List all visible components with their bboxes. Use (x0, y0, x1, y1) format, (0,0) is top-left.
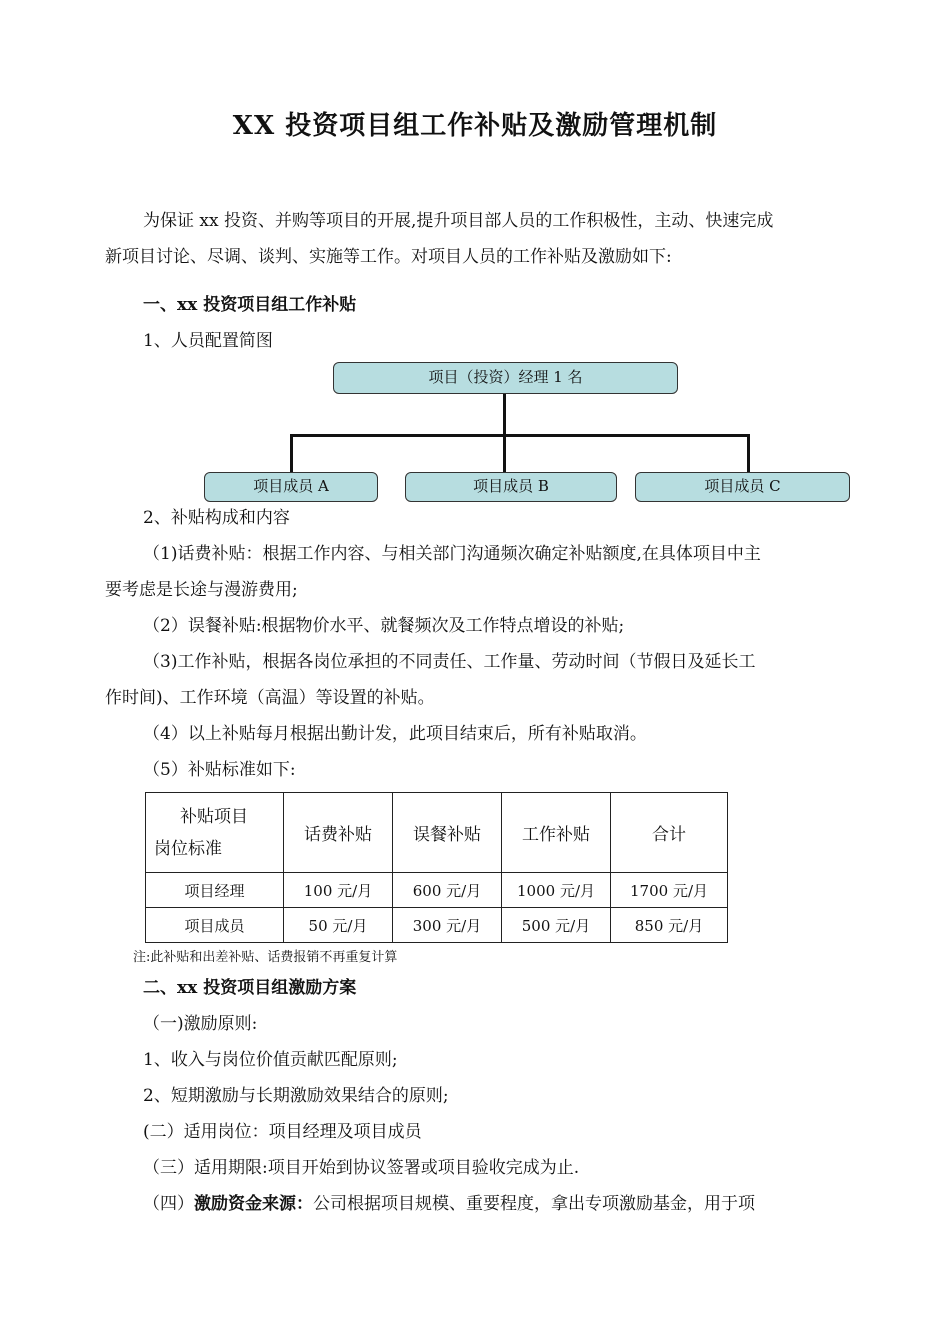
table-cell: 50 元/月 (284, 908, 393, 943)
fund-source-text: 公司根据项目规模、重要程度，拿出专项激励基金，用于项 (313, 1194, 755, 1214)
org-connector-horizontal (290, 434, 750, 437)
table-cell: 600 元/月 (393, 873, 502, 908)
applicable-period: （三）适用期限:项目开始到协议签署或项目验收完成为止. (143, 1158, 580, 1178)
table-header-position-standard: 岗位标准 (154, 838, 222, 859)
table-cell: 850 元/月 (611, 908, 728, 943)
org-connector-a (290, 434, 293, 474)
applicable-positions: (二）适用岗位：项目经理及项目成员 (143, 1122, 422, 1142)
fund-source-label: 激励资金来源： (194, 1194, 313, 1214)
incentive-principle-heading: （一)激励原则: (143, 1014, 258, 1034)
item4: （4）以上补贴每月根据出勤计发，此项目结束后，所有补贴取消。 (143, 724, 647, 744)
intro-line-2: 新项目讨论、尽调、谈判、实施等工作。对项目人员的工作补贴及激励如下: (105, 247, 672, 267)
table-row (146, 908, 728, 943)
org-member-b-box: 项目成员 B (405, 472, 617, 502)
subsidy-table (145, 792, 728, 943)
org-chart-caption: 1、人员配置简图 (143, 331, 273, 351)
intro-line-1: 为保证 xx 投资、并购等项目的开展,提升项目部人员的工作积极性，主动、快速完成 (143, 211, 774, 231)
org-connector-b (503, 434, 506, 474)
principle-2: 2、短期激励与长期激励效果结合的原则; (143, 1086, 449, 1106)
section1-heading: 一、xx 投资项目组工作补贴 (143, 295, 357, 315)
table-column-header: 合计 (611, 793, 728, 873)
table-column-header: 话费补贴 (284, 793, 393, 873)
item1-line-2: 要考虑是长途与漫游费用; (105, 580, 298, 600)
table-header-subsidy-item: 补贴项目 (180, 806, 248, 827)
table-cell: 300 元/月 (393, 908, 502, 943)
table-header-row (146, 793, 728, 873)
table-column-header: 工作补贴 (502, 793, 611, 873)
table-note: 注:此补贴和出差补贴、话费报销不再重复计算 (133, 950, 398, 965)
org-connector-vertical (503, 394, 506, 436)
table-corner-header (146, 793, 284, 873)
table-row-label: 项目经理 (146, 873, 284, 908)
table-cell: 500 元/月 (502, 908, 611, 943)
item1-line-1: （1)话费补贴：根据工作内容、与相关部门沟通频次确定补贴额度,在具体项目中主 (143, 544, 761, 564)
org-connector-c (747, 434, 750, 474)
page-title: XX 投资项目组工作补贴及激励管理机制 (232, 111, 718, 141)
fund-source-prefix: （四） (143, 1194, 194, 1214)
table-cell: 1700 元/月 (611, 873, 728, 908)
item3-line-1: （3)工作补贴，根据各岗位承担的不同责任、工作量、劳动时间（节假日及延长工 (143, 652, 756, 672)
subsidy-composition-heading: 2、补贴构成和内容 (143, 508, 290, 528)
table-cell: 100 元/月 (284, 873, 393, 908)
table-row-label: 项目成员 (146, 908, 284, 943)
table-row (146, 873, 728, 908)
org-member-c-box: 项目成员 C (635, 472, 850, 502)
principle-1: 1、收入与岗位价值贡献匹配原则; (143, 1050, 398, 1070)
org-manager-box: 项目（投资）经理 1 名 (333, 362, 678, 394)
fund-source-paragraph (143, 1186, 755, 1222)
item2: （2）误餐补贴:根据物价水平、就餐频次及工作特点增设的补贴; (143, 616, 625, 636)
table-cell: 1000 元/月 (502, 873, 611, 908)
section2-heading: 二、xx 投资项目组激励方案 (143, 978, 357, 998)
item3-line-2: 作时间)、工作环境（高温）等设置的补贴。 (105, 688, 435, 708)
org-member-a-box: 项目成员 A (204, 472, 378, 502)
item5: （5）补贴标准如下: (143, 760, 296, 780)
table-column-header: 误餐补贴 (393, 793, 502, 873)
